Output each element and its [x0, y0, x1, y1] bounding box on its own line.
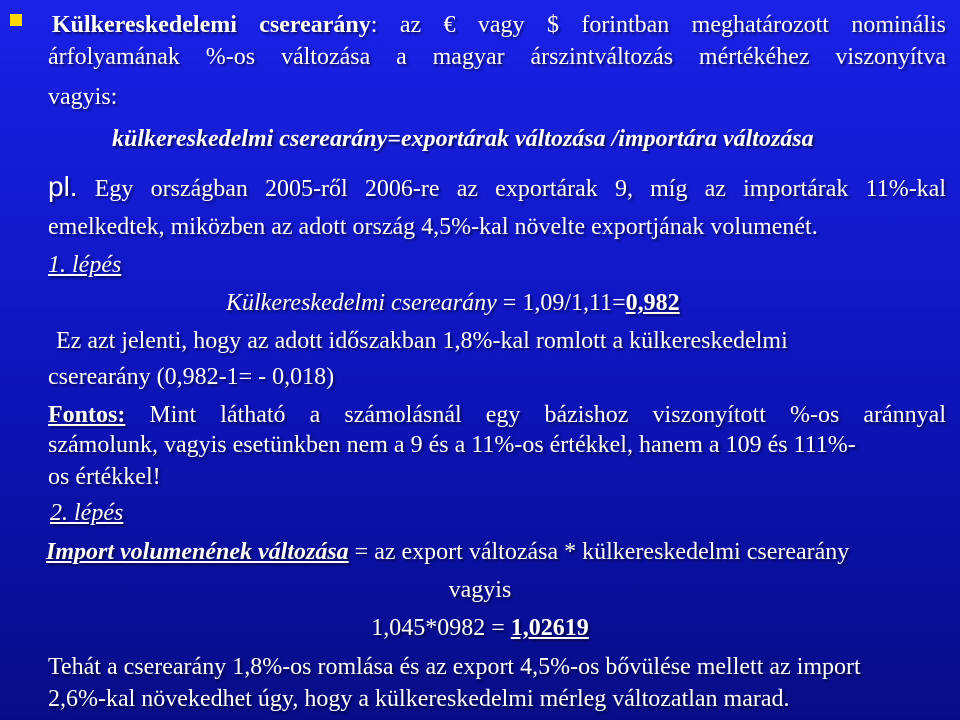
step-2-result: 1,02619 [510, 615, 589, 641]
conclusion-line-1: Tehát a cserearány 1,8%-os romlása és az export 4,5%-os bővülése mellett az import [48, 654, 861, 680]
definition-line-1 [52, 10, 946, 40]
example-line-2: emelkedtek, miközben az adott ország 4,5%-kal növelte exportjának volumenét. [48, 214, 818, 240]
step-1-meaning-line-1: Ez azt jelenti, hogy az adott időszakban 1,8%-kal romlott a külkereskedelmi [56, 328, 788, 354]
step-2-label: 2. lépés [50, 500, 124, 526]
step-1-formula-mid: = 1,09/1,11= [496, 290, 626, 316]
step-1-formula-term: Külkereskedelmi cserearány [226, 290, 497, 316]
step-2-calc-left: 1,045*0982 = [371, 615, 511, 641]
example-text: Egy országban 2005-ről 2006-re az exportárak 9, míg az importárak 11%-kal [77, 176, 946, 202]
step-1-formula [226, 288, 946, 318]
definition-text: : az € vagy $ forintban meghatározott nominális [370, 12, 946, 38]
definition-line-3: vagyis: [48, 84, 118, 110]
example-label: pl. [48, 171, 78, 202]
step-2-formula [46, 537, 946, 567]
definition-line-2-text: árfolyamának %-os változása a magyar árszintváltozás mértékéhez viszonyítva [48, 44, 946, 70]
formula-definition: külkereskedelmi cserearány=exportárak változása /importára változása [112, 126, 814, 152]
note-label: Fontos: [48, 402, 126, 428]
definition-line-2 [48, 42, 946, 72]
step-1-label: 1. lépés [48, 252, 122, 278]
note-line-2: számolunk, vagyis esetünkben nem a 9 és a 11%-os értékkel, hanem a 109 és 111%- [48, 432, 856, 458]
step-1-result: 0,982 [625, 290, 680, 316]
step-2-vagyis: vagyis [448, 577, 512, 603]
conclusion-line-2: 2,6%-kal növekedhet úgy, hogy a külkereskedelmi mérleg változatlan marad. [48, 686, 790, 712]
step-2-formula-term: Import volumenének változása [46, 539, 349, 565]
example-line-1 [48, 172, 946, 204]
note-line-1 [48, 400, 946, 430]
step-2-calculation [0, 613, 960, 643]
step-2-formula-rest: = az export változása * külkereskedelmi cserearány [348, 539, 850, 565]
step-1-meaning-line-2: cserearány (0,982-1= - 0,018) [48, 364, 335, 390]
note-line-3: os értékkel! [48, 464, 161, 490]
note-text: Mint látható a számolásnál egy bázishoz viszonyított %-os aránnyal [125, 402, 946, 428]
definition-term: Külkereskedelemi cserearány [52, 12, 371, 38]
square-bullet-icon [10, 14, 22, 26]
